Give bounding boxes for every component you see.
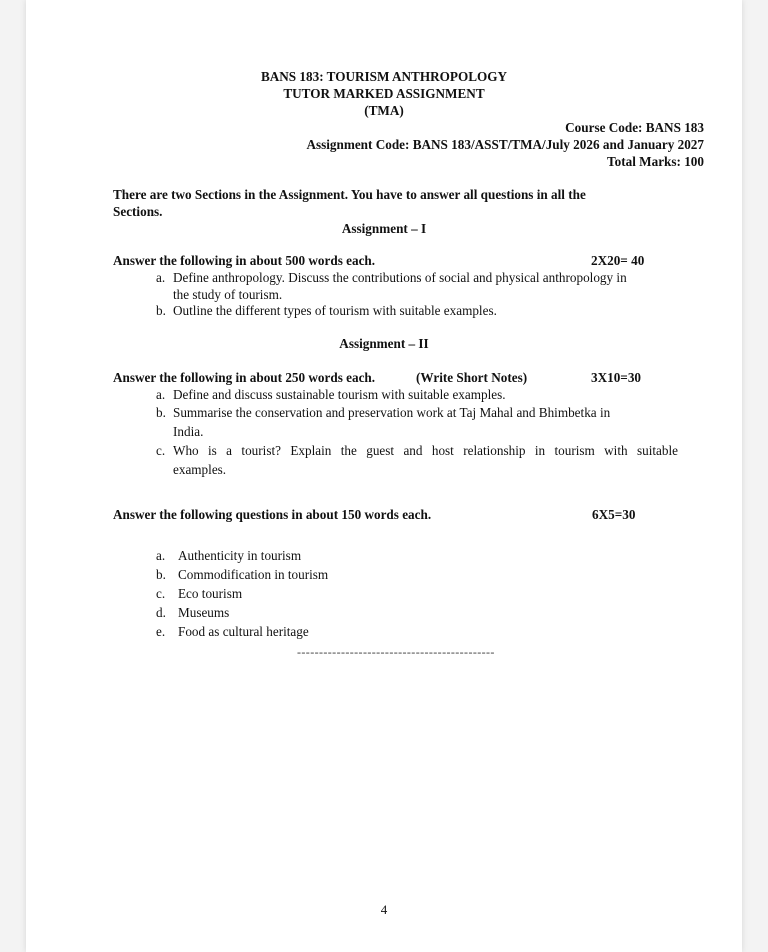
question-item — [156, 387, 506, 403]
question-label: b. — [156, 405, 166, 420]
list-item-label: d. — [156, 605, 166, 620]
list-item-label: e. — [156, 624, 166, 639]
list-item — [156, 567, 328, 583]
question-text: Define anthropology. Discuss the contributions of social and physical anthropology in — [173, 270, 627, 285]
document-subtitle: TUTOR MARKED ASSIGNMENT — [283, 86, 485, 101]
general-instruction-line-2: Sections. — [113, 204, 163, 219]
section-1-marks: 2X20= 40 — [591, 253, 645, 268]
list-item-label: c. — [156, 586, 166, 601]
list-item — [156, 605, 229, 621]
question-item — [156, 303, 497, 319]
document-page — [26, 0, 742, 952]
question-item — [156, 443, 678, 459]
section-2-instruction: Answer the following in about 250 words each. — [113, 370, 376, 385]
section-heading-assignment-1: Assignment – I — [341, 221, 427, 236]
list-item-text: Authenticity in tourism — [178, 548, 302, 563]
assignment-code: Assignment Code: BANS 183/ASST/TMA/July 2026 and January 2027 — [306, 137, 704, 152]
document-abbreviation: (TMA) — [364, 103, 404, 118]
question-text-continued: India. — [173, 424, 204, 439]
list-item-text: Food as cultural heritage — [178, 624, 309, 639]
list-item — [156, 624, 309, 640]
question-text: Define and discuss sustainable tourism with suitable examples. — [173, 387, 506, 402]
section-2-marks: 3X10=30 — [591, 370, 642, 385]
list-item-label: b. — [156, 567, 166, 582]
question-text-continued: the study of tourism. — [173, 287, 283, 302]
question-text-continued: examples. — [173, 462, 227, 477]
question-item — [156, 405, 610, 421]
list-item-text: Commodification in tourism — [178, 567, 329, 582]
question-text: Who is a tourist? Explain the guest and host relationship in tourism with suitable — [173, 443, 678, 458]
section-2-note: (Write Short Notes) — [416, 370, 528, 385]
question-label: a. — [156, 270, 166, 285]
total-marks: Total Marks: 100 — [607, 154, 704, 169]
end-divider: --------------------------------------------- — [297, 645, 495, 659]
course-code: Course Code: BANS 183 — [565, 120, 704, 135]
list-item — [156, 586, 242, 602]
question-label: b. — [156, 303, 166, 318]
question-item — [156, 270, 627, 286]
list-item — [156, 548, 301, 564]
page-number: 4 — [380, 902, 388, 917]
general-instruction-line-1: There are two Sections in the Assignment. You have to answer all questions in all the — [113, 187, 586, 202]
list-item-text: Museums — [178, 605, 230, 620]
section-1-instruction: Answer the following in about 500 words each. — [113, 253, 376, 268]
question-text: Summarise the conservation and preservation work at Taj Mahal and Bhimbetka in — [173, 405, 611, 420]
question-label: a. — [156, 387, 166, 402]
question-label: c. — [156, 443, 166, 458]
section-3-marks: 6X5=30 — [592, 507, 636, 522]
page-content — [26, 0, 742, 952]
list-item-text: Eco tourism — [178, 586, 243, 601]
document-title: BANS 183: TOURISM ANTHROPOLOGY — [260, 69, 508, 84]
list-item-label: a. — [156, 548, 166, 563]
question-text: Outline the different types of tourism with suitable examples. — [173, 303, 497, 318]
section-heading-assignment-2: Assignment – II — [339, 336, 429, 351]
section-3-instruction: Answer the following questions in about 150 words each. — [113, 507, 432, 522]
